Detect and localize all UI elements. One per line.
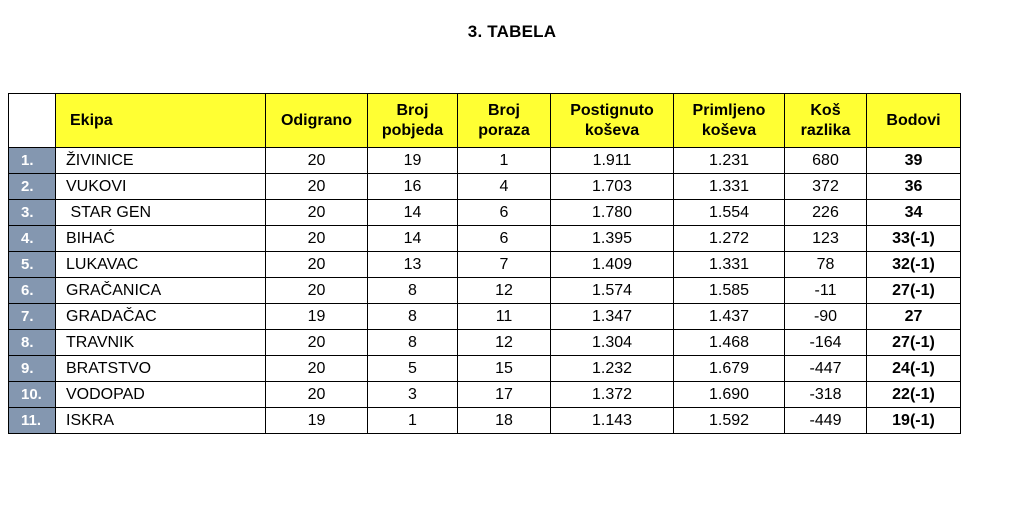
scored-cell: 1.395 — [551, 226, 674, 252]
header-diff-line-2: razlika — [800, 121, 851, 139]
header-losses-line-2: poraza — [478, 121, 530, 139]
wins-cell: 8 — [368, 304, 458, 330]
losses-cell: 18 — [458, 408, 551, 434]
table-row — [9, 356, 961, 382]
diff-cell: -318 — [785, 382, 867, 408]
losses-cell: 6 — [458, 226, 551, 252]
rank-cell: 9. — [9, 356, 56, 382]
team-cell: ISKRA — [56, 408, 266, 434]
wins-cell: 8 — [368, 278, 458, 304]
losses-cell: 12 — [458, 278, 551, 304]
diff-cell: -164 — [785, 330, 867, 356]
header-team: Ekipa — [56, 94, 266, 148]
played-cell: 20 — [266, 226, 368, 252]
team-cell: GRAČANICA — [56, 278, 266, 304]
table-row — [9, 408, 961, 434]
header-points-line-1: Bodovi — [886, 111, 941, 129]
team-cell: GRADAČAC — [56, 304, 266, 330]
played-cell: 20 — [266, 278, 368, 304]
header-diff — [785, 94, 867, 148]
header-wins-line-1: Broj — [396, 101, 429, 119]
losses-cell: 12 — [458, 330, 551, 356]
played-cell: 20 — [266, 200, 368, 226]
team-cell: LUKAVAC — [56, 252, 266, 278]
header-scored-line-1: Postignuto — [570, 101, 654, 119]
losses-cell: 1 — [458, 148, 551, 174]
table-row — [9, 200, 961, 226]
team-cell: STAR GEN — [56, 200, 266, 226]
standings-table — [8, 93, 961, 434]
team-cell: TRAVNIK — [56, 330, 266, 356]
table-row — [9, 226, 961, 252]
team-cell: VODOPAD — [56, 382, 266, 408]
points-cell: 27(-1) — [867, 278, 961, 304]
diff-cell: 123 — [785, 226, 867, 252]
points-cell: 24(-1) — [867, 356, 961, 382]
conceded-cell: 1.437 — [674, 304, 785, 330]
table-row — [9, 330, 961, 356]
wins-cell: 14 — [368, 200, 458, 226]
losses-cell: 4 — [458, 174, 551, 200]
played-cell: 20 — [266, 382, 368, 408]
scored-cell: 1.574 — [551, 278, 674, 304]
header-diff-line-1: Koš — [810, 101, 841, 119]
header-conceded-line-1: Primljeno — [692, 101, 766, 119]
wins-cell: 5 — [368, 356, 458, 382]
header-corner-cell — [9, 94, 56, 148]
points-cell: 39 — [867, 148, 961, 174]
losses-cell: 6 — [458, 200, 551, 226]
table-row — [9, 304, 961, 330]
losses-cell: 17 — [458, 382, 551, 408]
document-title: 3. TABELA — [467, 22, 557, 41]
scored-cell: 1.911 — [551, 148, 674, 174]
diff-cell: -449 — [785, 408, 867, 434]
conceded-cell: 1.272 — [674, 226, 785, 252]
table-row — [9, 148, 961, 174]
conceded-cell: 1.331 — [674, 252, 785, 278]
diff-cell: -90 — [785, 304, 867, 330]
table-row — [9, 252, 961, 278]
wins-cell: 14 — [368, 226, 458, 252]
table-row — [9, 278, 961, 304]
scored-cell: 1.780 — [551, 200, 674, 226]
header-losses — [458, 94, 551, 148]
header-scored — [551, 94, 674, 148]
header-losses-line-1: Broj — [488, 101, 520, 119]
diff-cell: -11 — [785, 278, 867, 304]
played-cell: 20 — [266, 252, 368, 278]
played-cell: 19 — [266, 408, 368, 434]
scored-cell: 1.372 — [551, 382, 674, 408]
team-cell: VUKOVI — [56, 174, 266, 200]
rank-cell: 1. — [9, 148, 56, 174]
header-conceded-line-2: koševa — [701, 121, 757, 139]
rank-cell: 6. — [9, 278, 56, 304]
table-row — [9, 174, 961, 200]
wins-cell: 1 — [368, 408, 458, 434]
points-cell: 34 — [867, 200, 961, 226]
rank-cell: 4. — [9, 226, 56, 252]
wins-cell: 16 — [368, 174, 458, 200]
header-conceded — [674, 94, 785, 148]
conceded-cell: 1.690 — [674, 382, 785, 408]
conceded-cell: 1.554 — [674, 200, 785, 226]
diff-cell: 680 — [785, 148, 867, 174]
team-cell: BRATSTVO — [56, 356, 266, 382]
wins-cell: 3 — [368, 382, 458, 408]
team-cell: BIHAĆ — [56, 226, 266, 252]
played-cell: 20 — [266, 148, 368, 174]
losses-cell: 15 — [458, 356, 551, 382]
wins-cell: 13 — [368, 252, 458, 278]
played-cell: 20 — [266, 330, 368, 356]
scored-cell: 1.347 — [551, 304, 674, 330]
played-cell: 20 — [266, 174, 368, 200]
played-cell: 20 — [266, 356, 368, 382]
header-played — [266, 94, 368, 148]
table-header-row — [9, 94, 961, 148]
rank-cell: 11. — [9, 408, 56, 434]
rank-cell: 3. — [9, 200, 56, 226]
diff-cell: -447 — [785, 356, 867, 382]
header-points — [867, 94, 961, 148]
points-cell: 36 — [867, 174, 961, 200]
scored-cell: 1.304 — [551, 330, 674, 356]
conceded-cell: 1.592 — [674, 408, 785, 434]
diff-cell: 226 — [785, 200, 867, 226]
scored-cell: 1.232 — [551, 356, 674, 382]
points-cell: 33(-1) — [867, 226, 961, 252]
conceded-cell: 1.331 — [674, 174, 785, 200]
conceded-cell: 1.468 — [674, 330, 785, 356]
diff-cell: 78 — [785, 252, 867, 278]
losses-cell: 7 — [458, 252, 551, 278]
header-wins — [368, 94, 458, 148]
header-played-line-1: Odigrano — [280, 111, 353, 129]
conceded-cell: 1.231 — [674, 148, 785, 174]
rank-cell: 2. — [9, 174, 56, 200]
wins-cell: 19 — [368, 148, 458, 174]
scored-cell: 1.143 — [551, 408, 674, 434]
scored-cell: 1.703 — [551, 174, 674, 200]
rank-cell: 5. — [9, 252, 56, 278]
points-cell: 32(-1) — [867, 252, 961, 278]
team-cell: ŽIVINICE — [56, 148, 266, 174]
conceded-cell: 1.585 — [674, 278, 785, 304]
diff-cell: 372 — [785, 174, 867, 200]
points-cell: 27(-1) — [867, 330, 961, 356]
points-cell: 22(-1) — [867, 382, 961, 408]
played-cell: 19 — [266, 304, 368, 330]
rank-cell: 10. — [9, 382, 56, 408]
rank-cell: 8. — [9, 330, 56, 356]
header-scored-line-2: koševa — [584, 121, 640, 139]
header-wins-line-2: pobjeda — [381, 121, 444, 139]
points-cell: 27 — [867, 304, 961, 330]
points-cell: 19(-1) — [867, 408, 961, 434]
rank-cell: 7. — [9, 304, 56, 330]
conceded-cell: 1.679 — [674, 356, 785, 382]
losses-cell: 11 — [458, 304, 551, 330]
table-row — [9, 382, 961, 408]
scored-cell: 1.409 — [551, 252, 674, 278]
wins-cell: 8 — [368, 330, 458, 356]
